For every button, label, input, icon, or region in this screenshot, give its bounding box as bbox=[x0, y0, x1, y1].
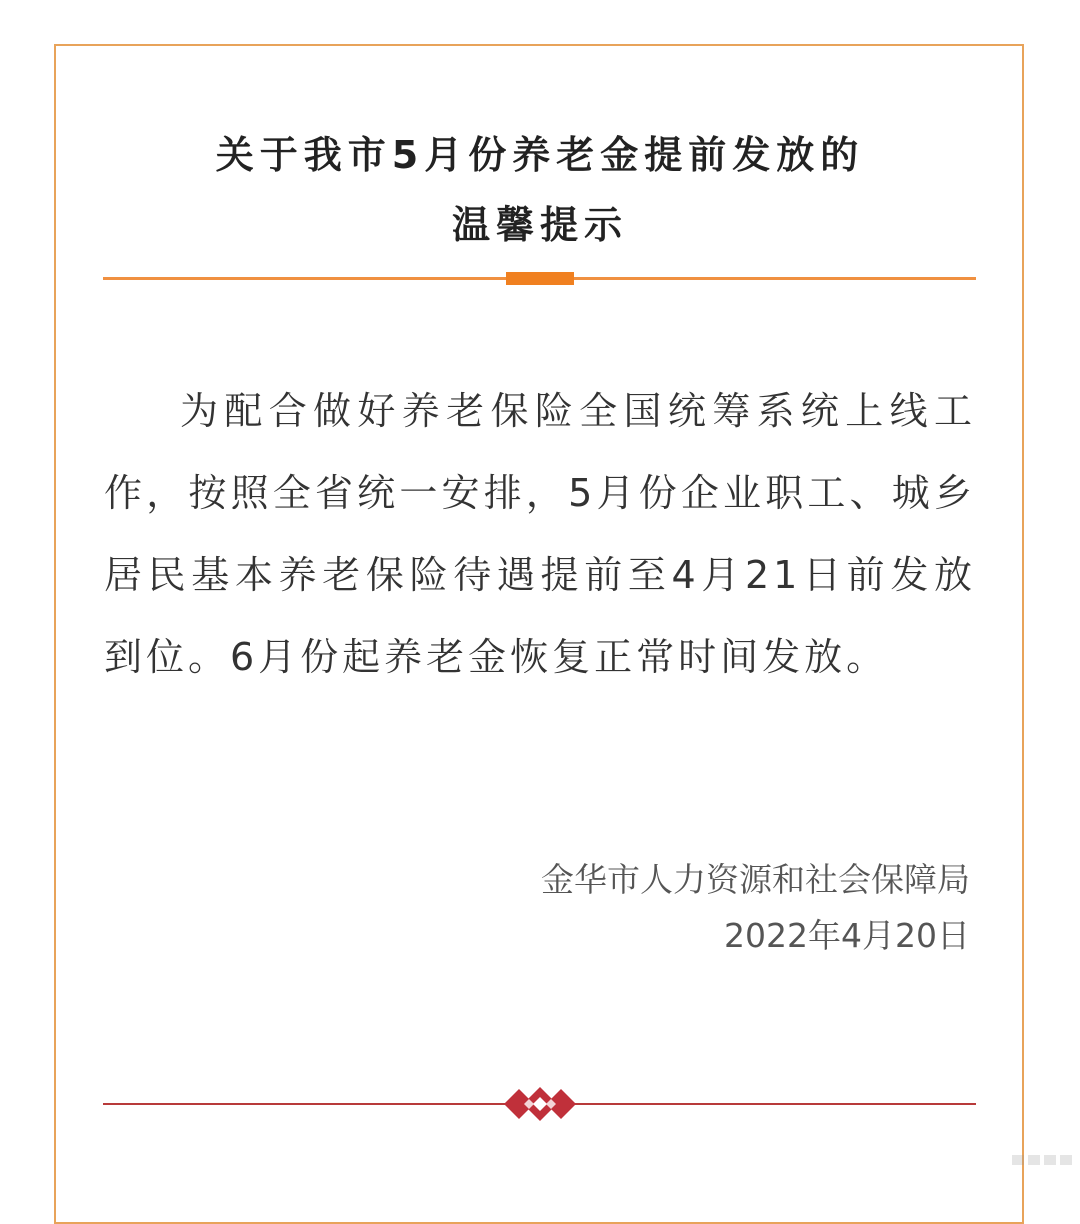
notice-paragraph: 为配合做好养老保险全国统筹系统上线工作，按照全省统一安排，5月份企业职工、城乡居民基本养老保险待遇提前至4月21日前发放到位。6月份起养老金恢复正常时间发放。 bbox=[104, 389, 976, 679]
notice-title bbox=[54, 120, 1026, 260]
title-divider-accent bbox=[506, 272, 574, 285]
title-line-2: 温馨提示 bbox=[451, 203, 628, 247]
diamond-ornament-icon bbox=[503, 1083, 577, 1125]
notice-body bbox=[104, 370, 976, 698]
watermark-icon bbox=[1012, 1151, 1072, 1169]
issue-date: 2022年4月20日 bbox=[724, 916, 970, 955]
issuer-name: 金华市人力资源和社会保障局 bbox=[541, 860, 970, 899]
title-line-1: 关于我市5月份养老金提前发放的 bbox=[215, 133, 865, 177]
signature-block bbox=[541, 852, 970, 964]
